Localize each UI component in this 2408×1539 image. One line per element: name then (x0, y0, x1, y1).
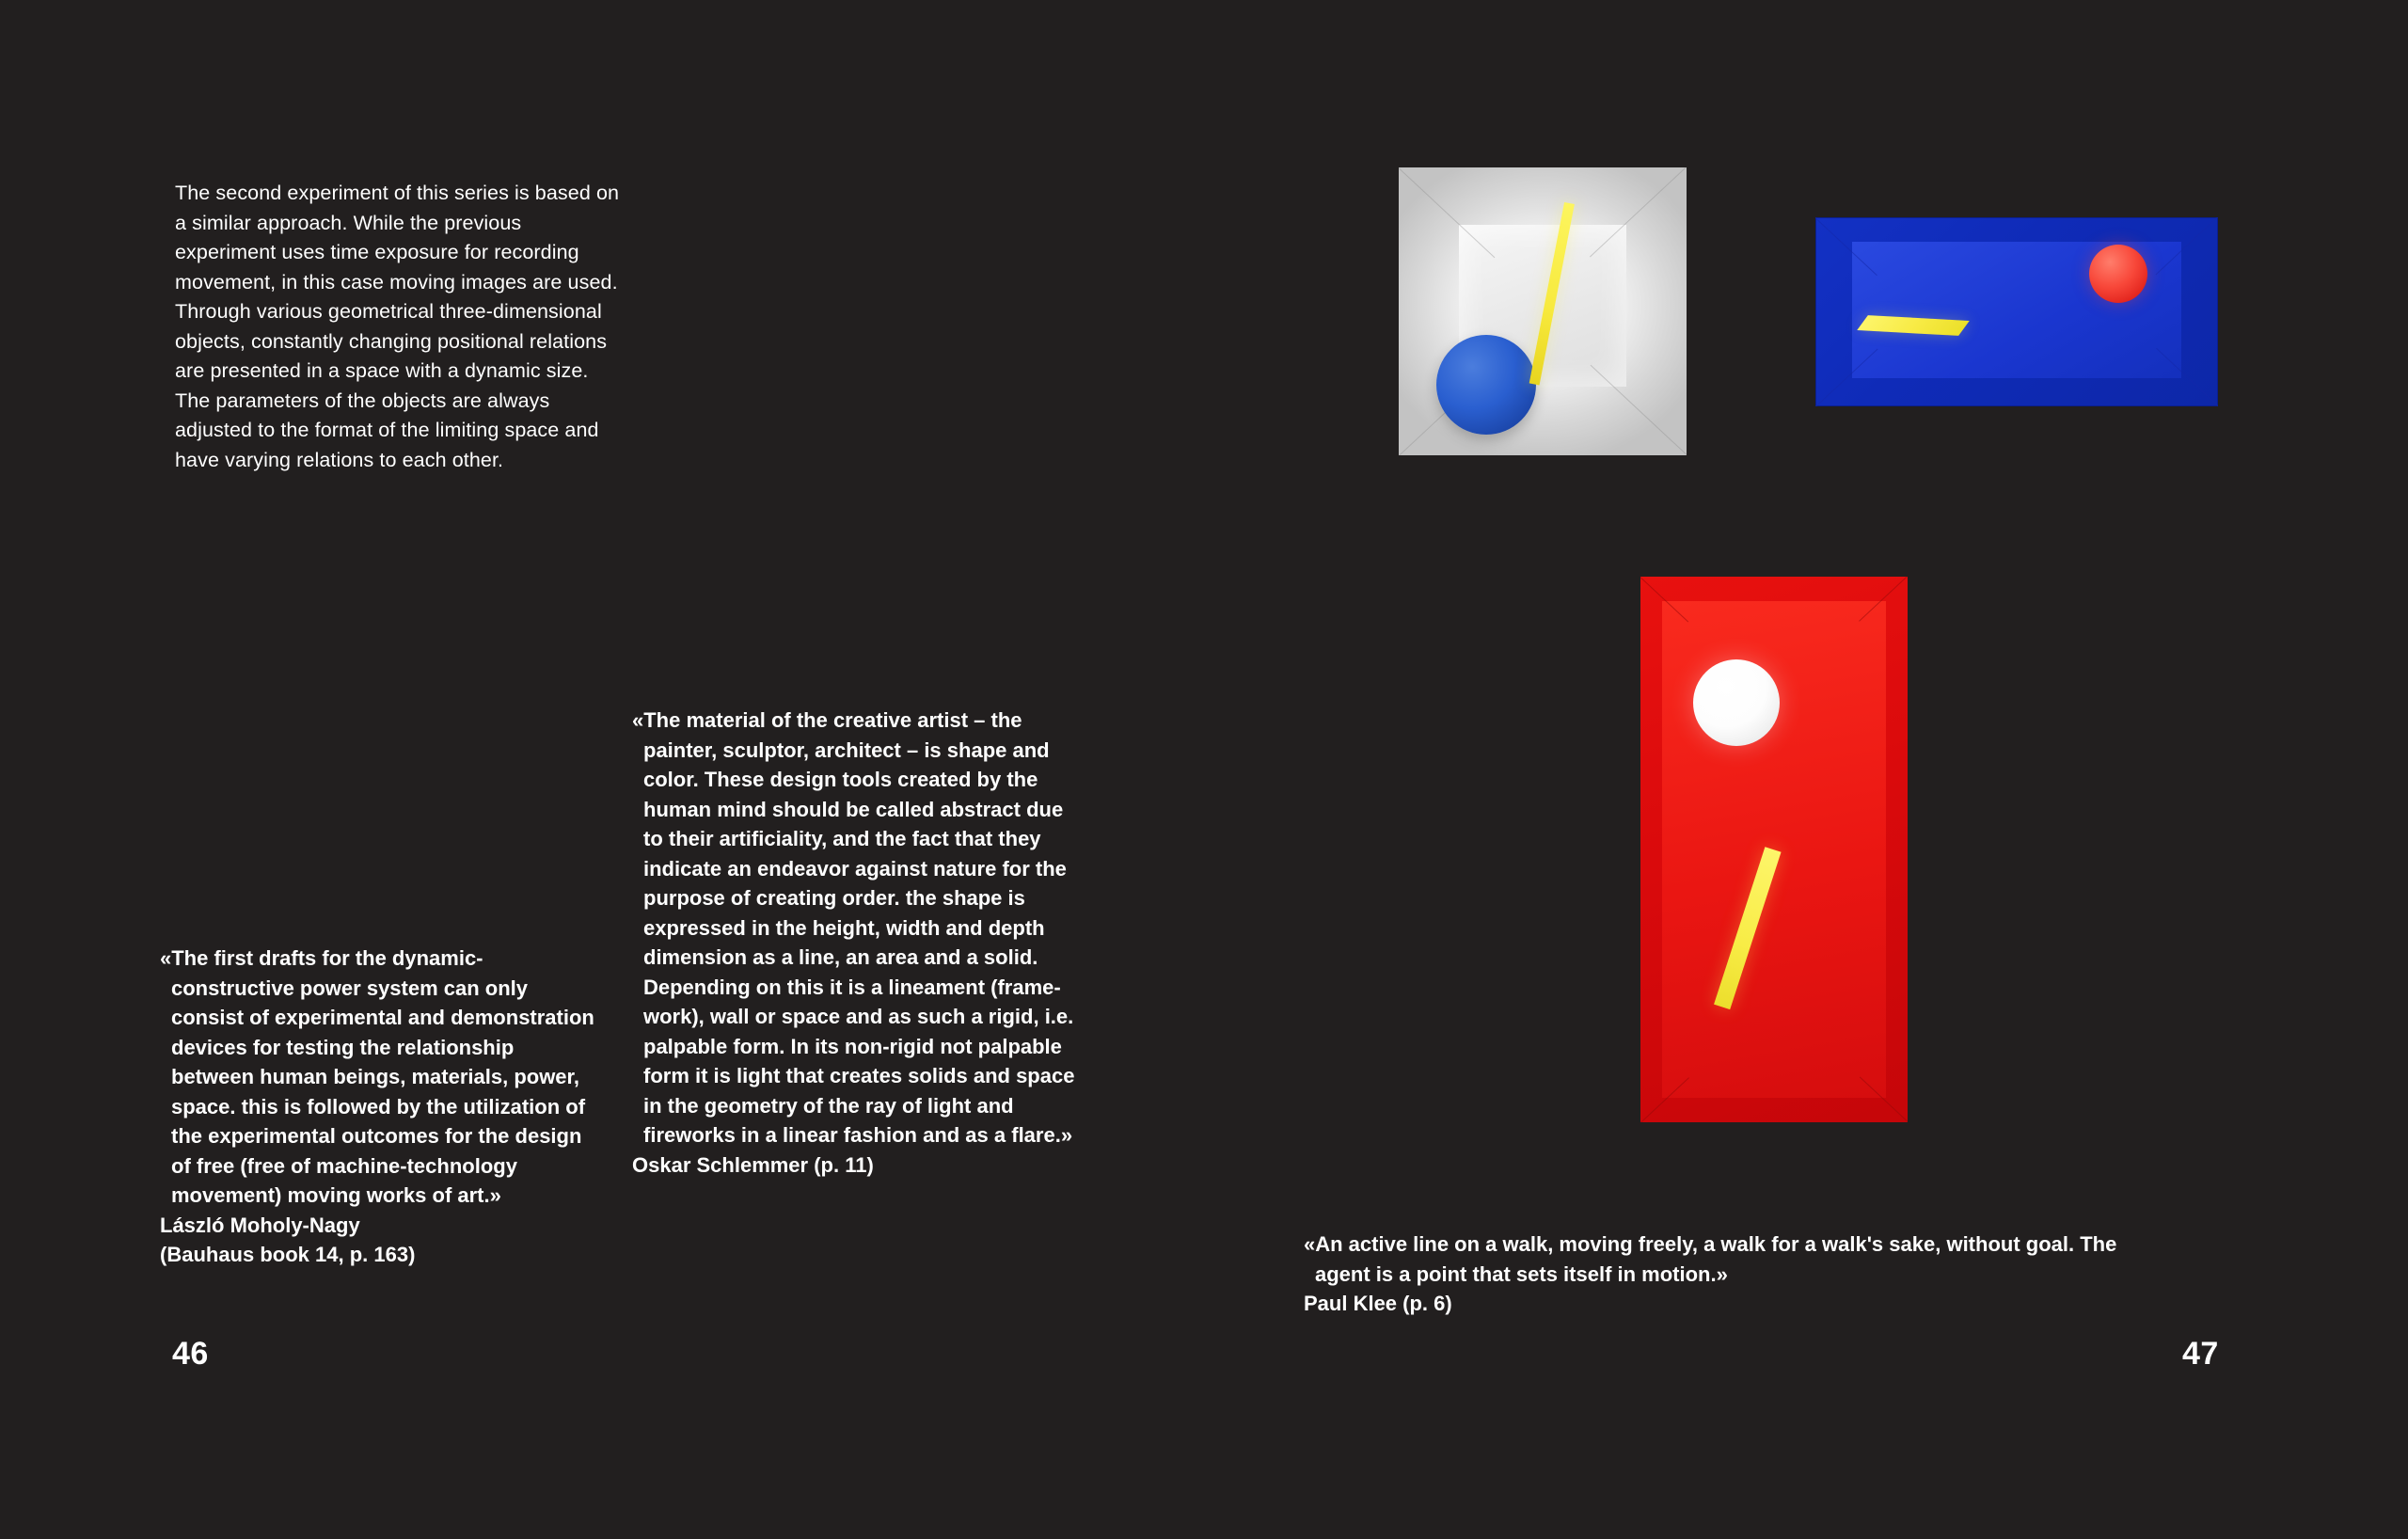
quote-author: László Moholy-Nagy (160, 1213, 360, 1237)
page-number-left: 46 (172, 1336, 209, 1372)
quote-text: «The first drafts for the dynamic-constructive power system can only consist of experimental and demonstration devices for testing the relationship between human beings, materials, power, space. this is followed by the utilization of the experimental outcomes for the design of free (free of machine-technology movement) moving works of art.» (160, 946, 594, 1207)
intro-paragraph: The second experiment of this series is based on a similar approach. While the previous experiment uses time exposure for recording movement, in this case moving images are used. Through various geometrical three-dimensional objects, constantly changing positional relations are presented in a space with a dynamic size. The parameters of the objects are always adjusted to the format of the limiting space and have varying relations to each other. (175, 182, 620, 471)
room-perspective-lines (1815, 217, 2218, 406)
quote-block-moholy-nagy (160, 944, 602, 1270)
figure-red-room (1640, 577, 1908, 1122)
red-sphere (2089, 245, 2147, 303)
quote-block-schlemmer (632, 706, 1084, 1180)
figure-grey-room (1399, 167, 1687, 455)
figure-blue-room (1815, 217, 2218, 406)
quote-author: Paul Klee (p. 6) (1304, 1292, 1452, 1315)
white-sphere (1693, 659, 1780, 746)
quote-text: «The material of the creative artist – the painter, sculptor, architect – is shape and color. These design tools created by the human mind should be called abstract due to their artificiality, and the fact that they indicate an endeavor against nature for the purpose of creating order. the shape is expressed in the height, width and depth dimension as a line, an area and a solid. Depending on this it is a lineament (frame-work), wall or space and as such a rigid, i.e. palpable form. In its non-rigid not palpable form it is light that creates solids and space in the geometry of the ray of light and fireworks in a linear fashion and as a flare.» (632, 708, 1075, 1147)
quote-author: Oskar Schlemmer (p. 11) (632, 1152, 874, 1177)
page-number-right: 47 (2182, 1336, 2219, 1372)
blue-sphere (1436, 335, 1536, 435)
quote-text: «An active line on a walk, moving freely, a walk for a walk's sake, without goal. The agent is a point that sets itself in motion.» (1304, 1232, 2117, 1286)
quote-source: (Bauhaus book 14, p. 163) (160, 1243, 416, 1266)
quote-block-klee (1304, 1230, 2150, 1319)
